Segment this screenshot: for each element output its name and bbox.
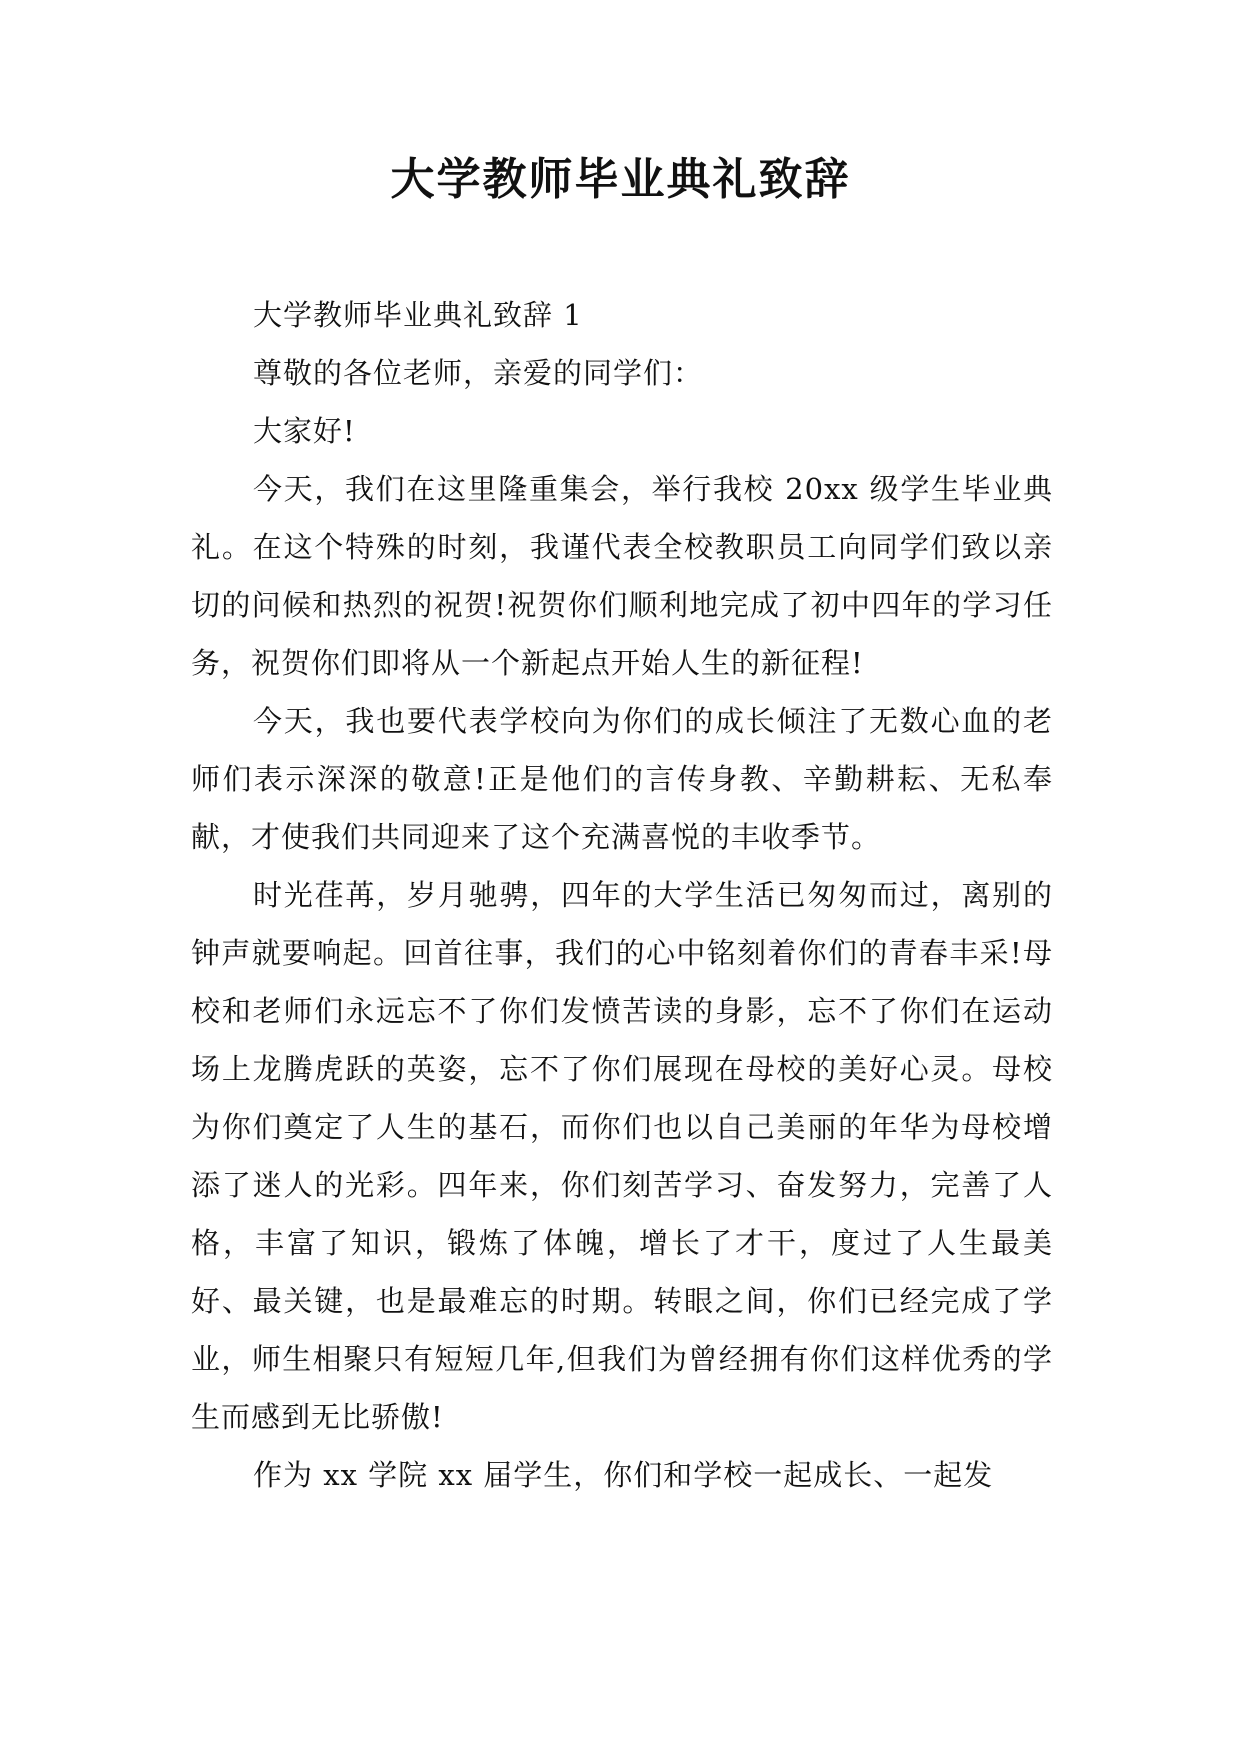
paragraph-3: 时光荏苒，岁月驰骋，四年的大学生活已匆匆而过，离别的钟声就要响起。回首往事，我们的心中铭刻着你们的青春丰采!母校和老师们永远忘不了你们发愤苦读的身影，忘不了你们在运动场上龙腾虎跃的英姿，忘不了你们展现在母校的美好心灵。母校为你们奠定了人生的基石，而你们也以自己美丽的年华为母校增添了迷人的光彩。四年来，你们刻苦学习、奋发努力，完善了人格，丰富了知识，锻炼了体魄，增长了才干，度过了人生最美好、最关键，也是最难忘的时期。转眼之间，你们已经完成了学业，师生相聚只有短短几年,但我们为曾经拥有你们这样优秀的学生而感到无比骄傲! bbox=[191, 878, 1053, 1434]
paragraph-4: 作为 xx 学院 xx 届学生，你们和学校一起成长、一起发 bbox=[253, 1458, 994, 1492]
section-heading: 大学教师毕业典礼致辞 1 bbox=[253, 298, 583, 332]
document-title: 大学教师毕业典礼致辞 bbox=[390, 154, 851, 205]
paragraph-1: 今天，我们在这里隆重集会，举行我校 20xx 级学生毕业典礼。在这个特殊的时刻，我谨代表全校教职员工向同学们致以亲切的问候和热烈的祝贺!祝贺你们顺利地完成了初中四年的学习任务，祝贺你们即将从一个新起点开始人生的新征程! bbox=[191, 472, 1053, 680]
document-body bbox=[191, 286, 1053, 1504]
salutation: 尊敬的各位老师，亲爱的同学们： bbox=[253, 356, 704, 390]
paragraph-2: 今天，我也要代表学校向为你们的成长倾注了无数心血的老师们表示深深的敬意!正是他们的言传身教、辛勤耕耘、无私奉献，才使我们共同迎来了这个充满喜悦的丰收季节。 bbox=[191, 704, 1053, 854]
greeting: 大家好! bbox=[253, 414, 356, 448]
